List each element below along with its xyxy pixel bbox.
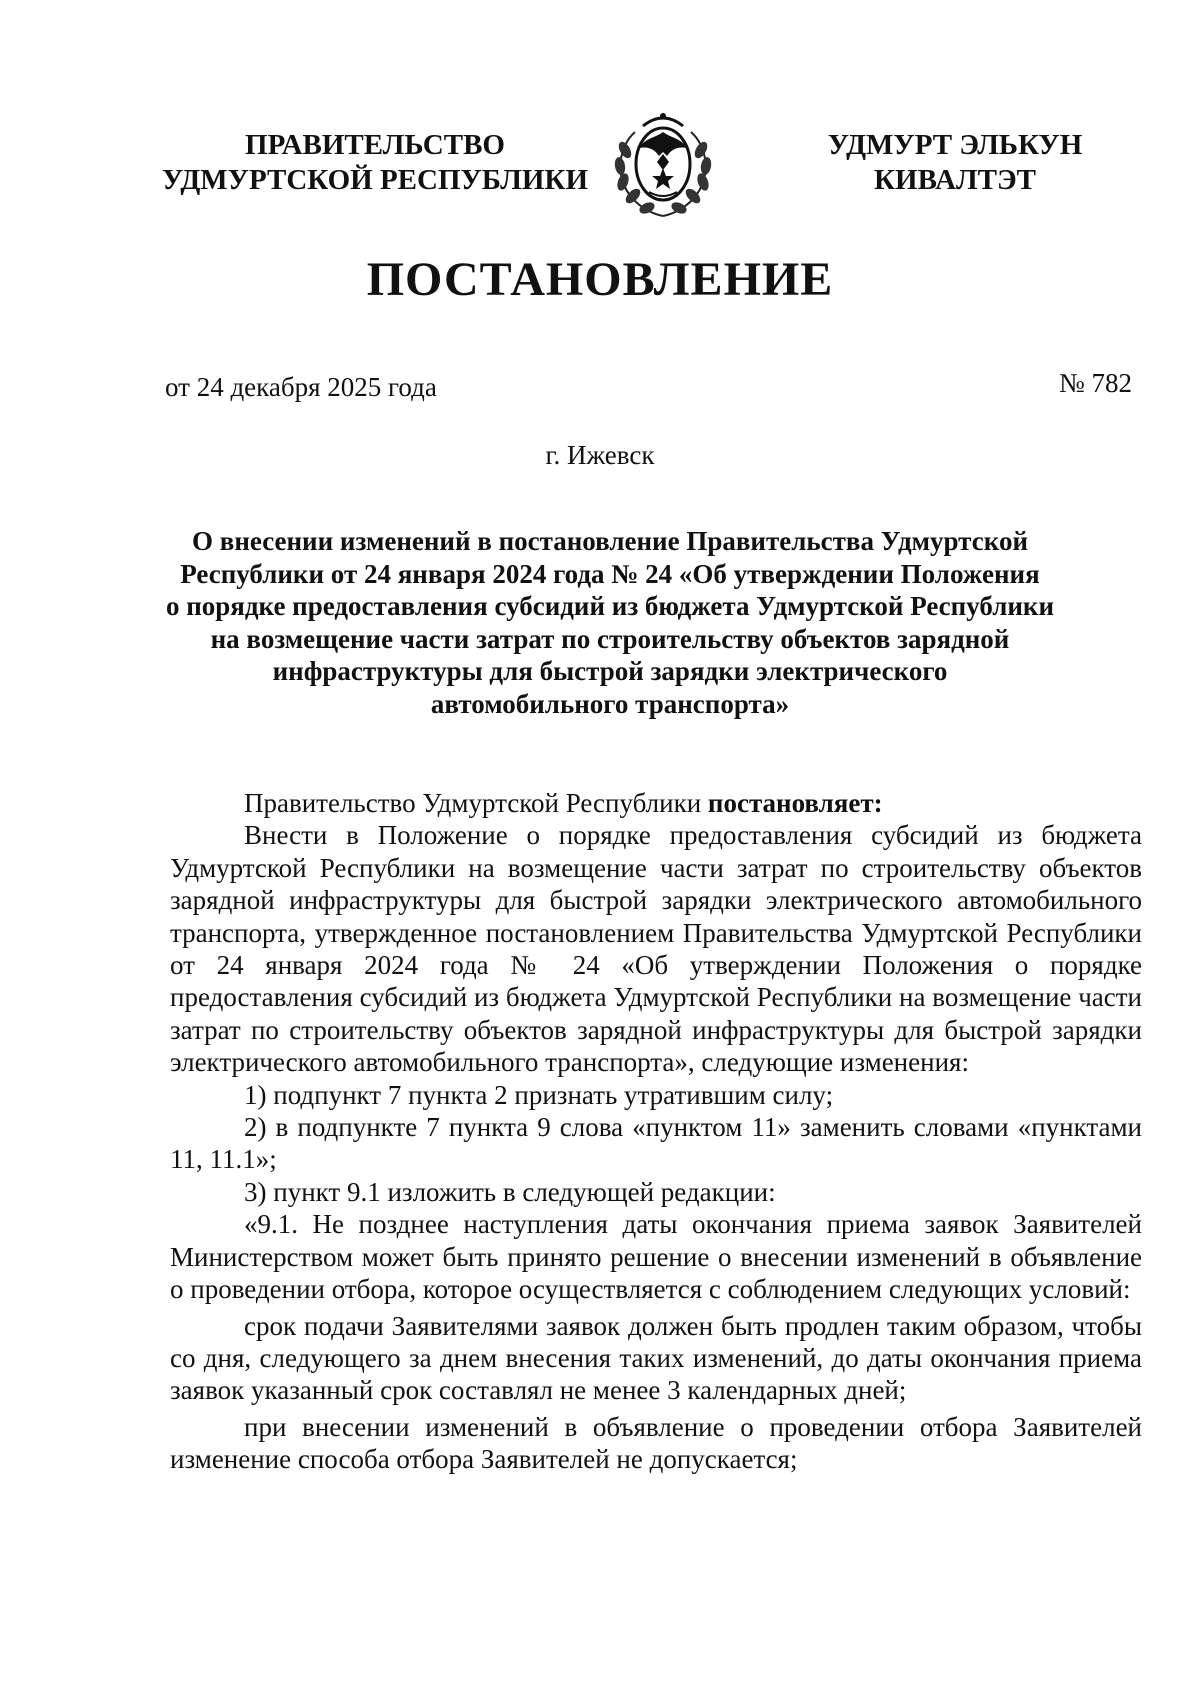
paragraph-amend: Внести в Положение о порядке предоставления субсидий из бюджета Удмуртской Республики на возмещение части затрат по строительству объектов зарядной инфраструктуры для быстрой зарядки электрического автомобильного транспорта, утвержденное постановлением Правительства Удмуртской Республики от 24 января 2024 года № 24 «Об утверждении Положения о порядке предоставления субсидий из бюджета Удмуртской Республики на возмещение части затрат по строительству объектов зарядной инфраструктуры для быстрой зарядки электрического автомобильного транспорта», следующие изменения: [170,820,1142,1078]
issuer-russian-line1: ПРАВИТЕЛЬСТВО [245,129,505,161]
intro-resolves: постановляет: [707,788,883,818]
document-subject [160,525,1060,720]
condition-2: при внесении изменений в объявление о проведении отбора Заявителей изменение способа отбора Заявителей не допускается; [170,1411,1142,1475]
document-number: № 782 [1058,368,1132,398]
subject-line: О внесении изменений в постановление Правительства Удмуртской [192,526,1028,556]
subject-line: на возмещение части затрат по строительству объектов зарядной [210,623,1010,654]
intro-paragraph [170,787,1142,819]
list-item-3: 3) пункт 9.1 изложить в следующей редакции: [244,1176,776,1207]
document-body [170,787,1142,1476]
paragraph-9-1: «9.1. Не позднее наступления даты окончания приема заявок Заявителей Министерством может быть принято решение о внесении изменений в объявление о проведении отбора, которое осуществляется с соблюдением следующих условий: [170,1209,1142,1305]
issuer-russian-line2: УДМУРТСКОЙ РЕСПУБЛИКИ [161,164,589,196]
list-item-1: 1) подпункт 7 пункта 2 признать утратившим силу; [244,1079,834,1110]
document-date: от 24 декабря 2025 года [165,372,437,402]
document-type-title: ПОСТАНОВЛЕНИЕ [366,253,834,306]
condition-1: срок подачи Заявителями заявок должен быть продлен таким образом, чтобы со дня, следующего за днем внесения таких изменений, до даты окончания приема заявок указанный срок составлял не менее 3 календарных дней; [170,1310,1142,1406]
udmurt-coat-of-arms-icon [605,104,721,220]
list-item-2: 2) в подпункте 7 пункта 9 слова «пунктом 11» заменить словами «пунктами 11, 11.1»; [170,1112,1142,1175]
subject-line: инфраструктуры для быстрой зарядки электрического [272,656,948,686]
issuer-russian [150,128,600,198]
subject-line: о порядке предоставления субсидий из бюджета Удмуртской Республики [165,591,1055,621]
subject-line: Республики от 24 января 2024 года № 24 «Об утверждении Положения [180,558,1040,589]
issuer-udmurt [800,128,1110,198]
document-city: г. Ижевск [545,440,655,470]
issuer-udmurt-line2: КИВАЛТЭТ [873,164,1036,196]
intro-text: Правительство Удмуртской Республики [244,788,708,818]
issuer-udmurt-line1: УДМУРТ ЭЛЬКУН [827,129,1083,161]
subject-line: автомобильного транспорта» [430,688,790,719]
